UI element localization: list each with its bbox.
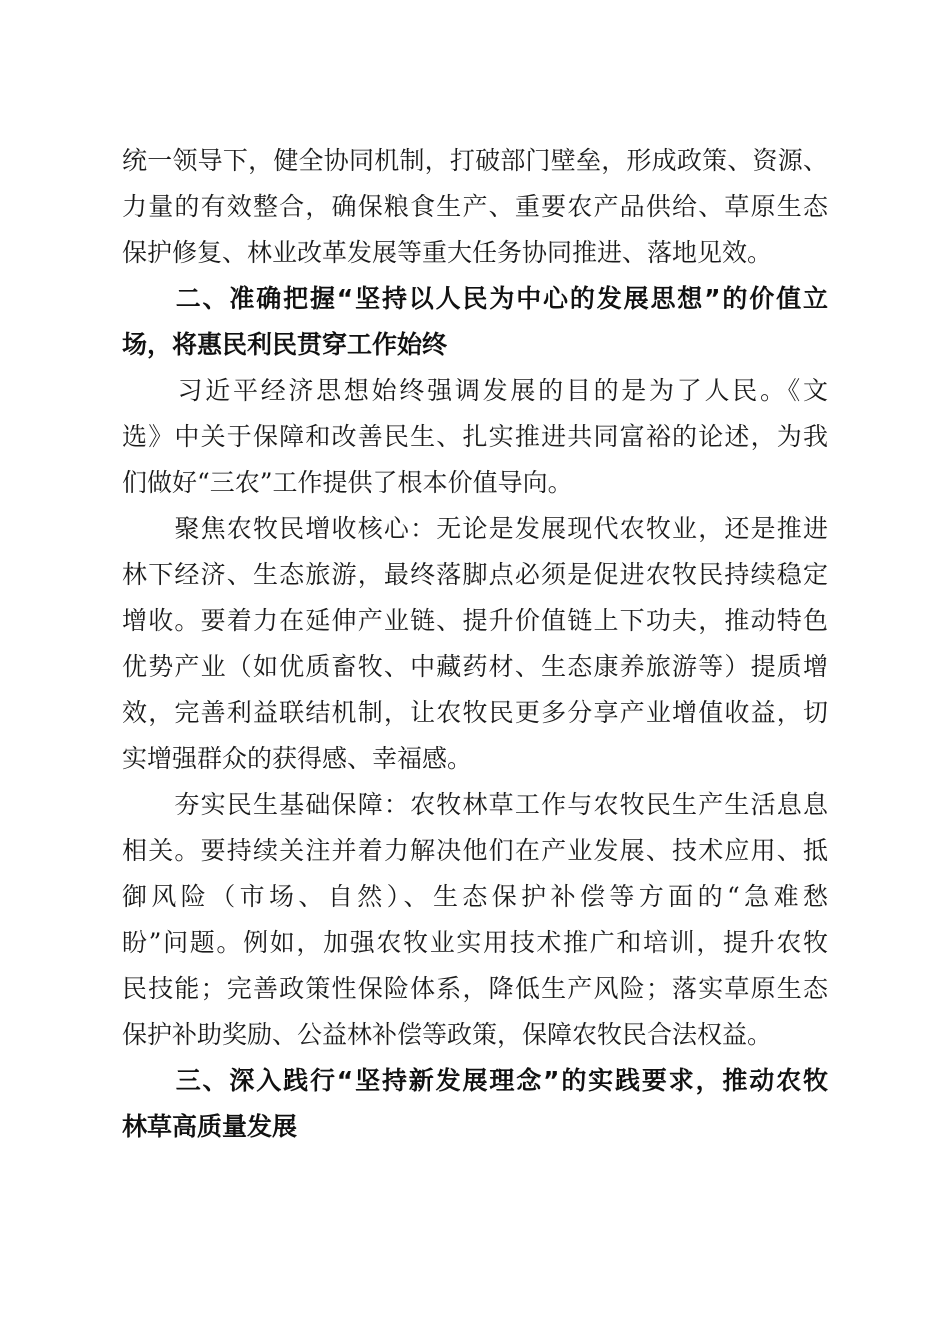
text-line: 御风险（市场、自然）、生态保护补偿等方面的“急难愁 (122, 882, 828, 911)
paragraph-people-centered (122, 368, 828, 506)
text-line: 力量的有效整合，确保粮食生产、重要农产品供给、草原生态 (122, 192, 828, 221)
text-line: 选》中关于保障和改善民生、扎实推进共同富裕的论述，为我 (122, 422, 828, 451)
text-line: 效，完善利益联结机制，让农牧民更多分享产业增值收益，切 (122, 698, 828, 727)
text-line: 保护修复、林业改革发展等重大任务协同推进、落地见效。 (122, 238, 773, 267)
section-heading-3 (122, 1058, 828, 1150)
text-line: 们做好“三农”工作提供了根本价值导向。 (122, 468, 573, 497)
text-line: 相关。要持续关注并着力解决他们在产业发展、技术应用、抵 (122, 836, 828, 865)
text-line: 习近平经济思想始终强调发展的目的是为了人民。《文 (122, 376, 828, 405)
paragraph-coordination (122, 138, 828, 276)
heading-line: 林草高质量发展 (122, 1112, 298, 1141)
text-line: 聚焦农牧民增收核心：无论是发展现代农牧业，还是推进 (122, 514, 828, 543)
text-line: 盼”问题。例如，加强农牧业实用技术推广和培训，提升农牧 (122, 928, 828, 957)
heading-line: 二、准确把握“坚持以人民为中心的发展思想”的价值立 (122, 284, 828, 313)
text-line: 林下经济、生态旅游，最终落脚点必须是促进农牧民持续稳定 (122, 560, 828, 589)
text-line: 统一领导下，健全协同机制，打破部门壁垒，形成政策、资源、 (122, 146, 828, 175)
text-line: 实增强群众的获得感、幸福感。 (122, 744, 473, 773)
text-line: 优势产业（如优质畜牧、中藏药材、生态康养旅游等）提质增 (122, 652, 828, 681)
paragraph-income-growth (122, 506, 828, 782)
paragraph-livelihood-security (122, 782, 828, 1058)
text-line: 保护补助奖励、公益林补偿等政策，保障农牧民合法权益。 (122, 1020, 773, 1049)
text-line: 夯实民生基础保障：农牧林草工作与农牧民生产生活息息 (122, 790, 828, 819)
section-heading-2 (122, 276, 828, 368)
document-body (122, 138, 828, 1150)
heading-line: 场，将惠民利民贯穿工作始终 (122, 330, 448, 359)
heading-line: 三、深入践行“坚持新发展理念”的实践要求，推动农牧 (122, 1066, 828, 1095)
text-line: 民技能；完善政策性保险体系，降低生产风险；落实草原生态 (122, 974, 828, 1003)
text-line: 增收。要着力在延伸产业链、提升价值链上下功夫，推动特色 (122, 606, 828, 635)
